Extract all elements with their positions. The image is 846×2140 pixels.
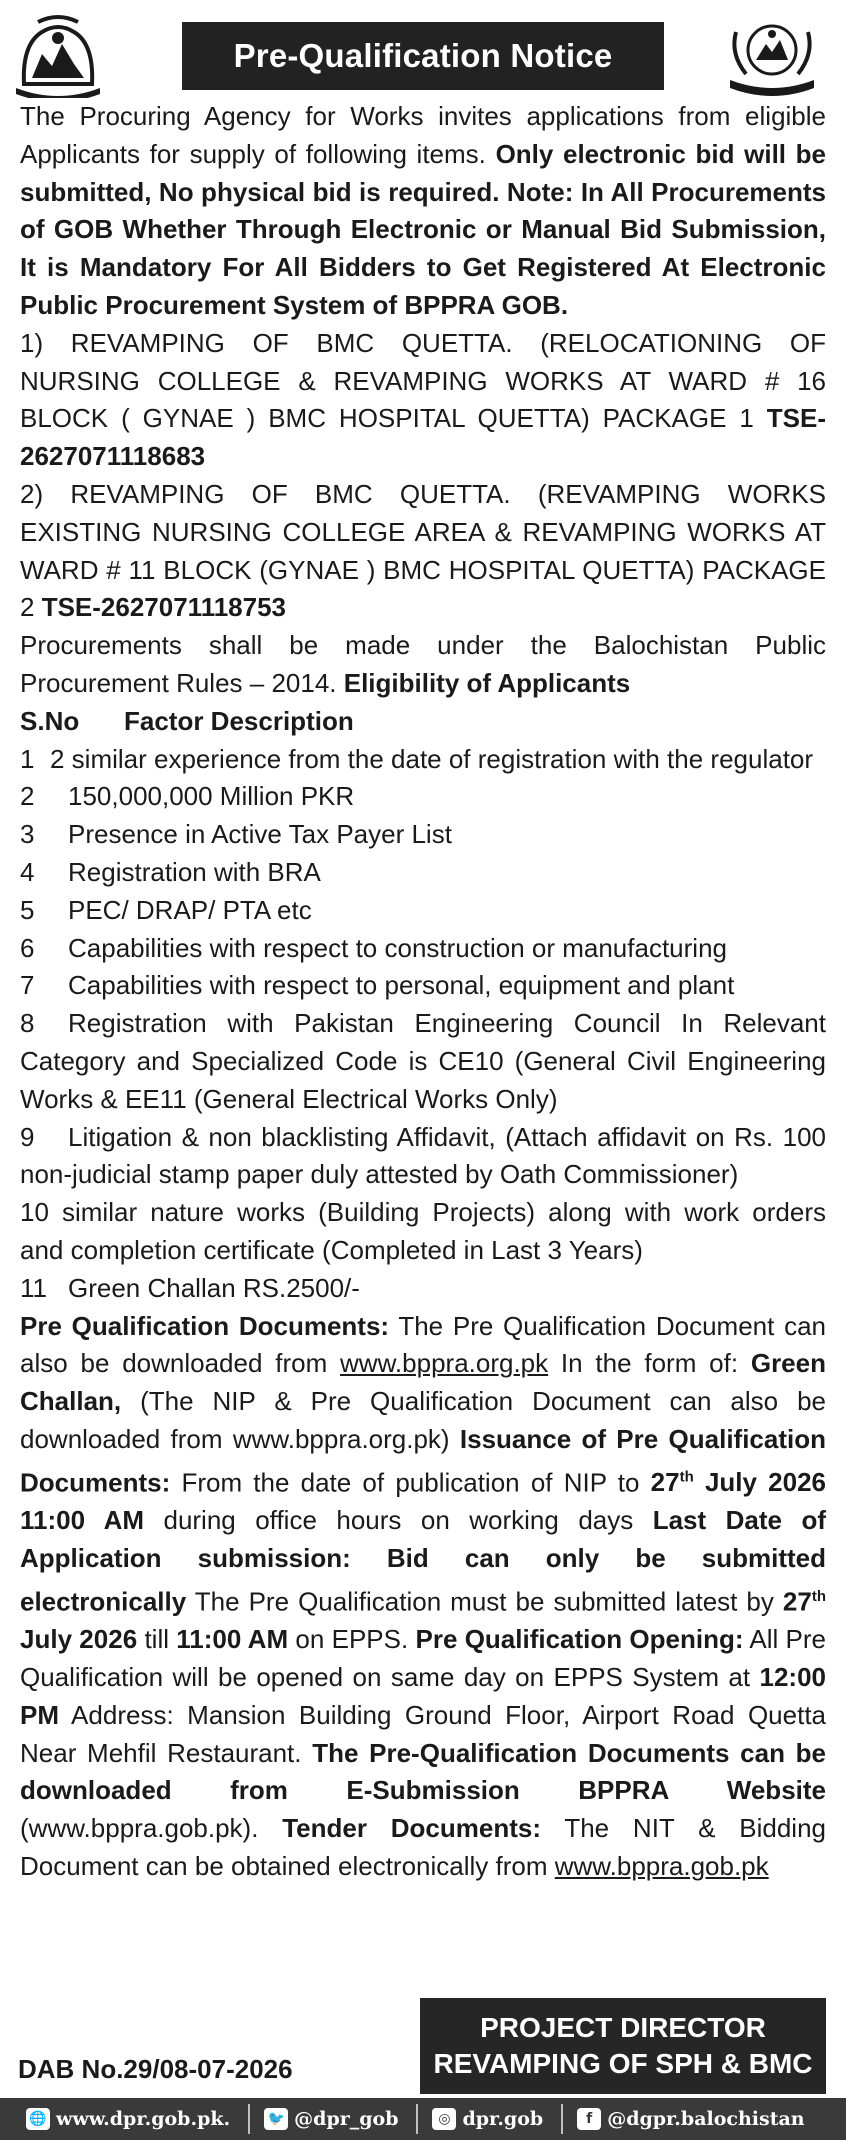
factor-text: PEC/ DRAP/ PTA etc (68, 894, 312, 925)
docs-text: All Pre Qualification will be opened on same day on EPPS System at (20, 1624, 827, 1692)
factor-text: Capabilities with respect to construction or manufacturing (68, 932, 727, 963)
web-link[interactable] (26, 2108, 230, 2130)
divider (561, 2104, 563, 2134)
instagram-icon: ◎ (432, 2108, 456, 2130)
factor-row (20, 1119, 826, 1195)
factor-text: Registration with Pakistan Engineering Council In Relevant Category and Specialized Code is CE10 (General Civil Engineering Works & EE11 (General Electrical Works Only) (20, 1008, 826, 1114)
factor-number: 9 (20, 1121, 35, 1152)
factor-number: 11 (20, 1272, 47, 1303)
factor-row (20, 854, 826, 892)
twitter-icon: 🐦 (264, 2108, 288, 2130)
factor-text: Registration with BRA (68, 856, 321, 887)
docs-text: till (137, 1624, 177, 1655)
deadline-day: 27 (650, 1467, 680, 1498)
factor-row (20, 741, 826, 779)
dab-number: DAB No.29/08-07-2026 (18, 2054, 293, 2084)
address-text: Address: Mansion Building Ground Floor, Airport Road Quetta Near Mehfil Restaurant. (20, 1699, 826, 1768)
sno-header: S.No (20, 705, 80, 736)
factor-number: 7 (20, 970, 35, 1001)
submission-day: 27 (782, 1586, 812, 1617)
factor-text: Capabilities with respect to personal, equipment and plant (68, 970, 735, 1001)
facebook-icon: f (577, 2108, 601, 2130)
docs-text: (The NIP & Pre Qualification Document can also be downloaded from www.bppra.org.pk) (20, 1386, 826, 1454)
package-1-tse: TSE-2627071118683 (20, 403, 826, 472)
eligibility-heading: Eligibility of Applicants (343, 667, 631, 698)
submission-ordinal: th (811, 1587, 826, 1605)
package-2-tse: TSE-2627071118753 (41, 592, 287, 623)
bppra-gob-link[interactable]: www.bppra.gob.pk (554, 1850, 769, 1881)
deadline-ordinal: th (679, 1468, 694, 1486)
opening-time: 12:00 PM (20, 1661, 826, 1730)
documents-paragraph (20, 1308, 826, 1886)
factor-number: 5 (20, 894, 35, 925)
director-office: REVAMPING OF SPH & BMC (433, 2048, 813, 2079)
factor-text: Presence in Active Tax Payer List (68, 819, 452, 850)
docs-text: The Pre Qualification must be submitted latest by (186, 1586, 783, 1617)
submission-month: July 2026 (20, 1624, 138, 1655)
factor-number: 4 (20, 856, 35, 887)
balochistan-seal-icon (716, 14, 828, 98)
globe-icon: 🌐 (26, 2108, 50, 2130)
factor-row (20, 930, 826, 968)
factor-number: 1 (20, 743, 35, 774)
divider (248, 2104, 250, 2134)
intro-text: The Procuring Agency for Works invites applications from eligible Applicants for supply of following items. (20, 101, 826, 169)
factor-number: 3 (20, 819, 35, 850)
factor-row (20, 778, 826, 816)
submission-time: 11:00 AM (176, 1624, 289, 1655)
instagram-link[interactable] (432, 2108, 543, 2130)
factor-number: 6 (20, 932, 35, 963)
package-1-text: 1) REVAMPING OF BMC QUETTA. (RELOCATIONING OF NURSING COLLEGE & REVAMPING WORKS AT WARD # 16 BLOCK ( GYNAE ) BMC HOSPITAL QUETTA) PACKAGE 1 (20, 327, 826, 434)
docs-text: The NIT & Bidding Document can be obtained electronically from (20, 1813, 826, 1881)
page-title: Pre-Qualification Notice (182, 22, 664, 90)
web-label: www.dpr.gob.pk. (56, 2108, 231, 2130)
docs-text: (www.bppra.gob.pk). (20, 1813, 283, 1844)
director-title: PROJECT DIRECTOR (480, 2012, 766, 2043)
opening-heading: Pre Qualification Opening: (415, 1624, 744, 1655)
docs-text: The Pre Qualification Document can also be downloaded from (20, 1310, 826, 1379)
instagram-label: dpr.gob (462, 2108, 544, 2130)
docs-text: In the form of: (548, 1348, 751, 1379)
intro-paragraph (20, 98, 826, 325)
factor-text: 2 similar experience from the date of registration with the regulator (50, 743, 814, 774)
tender-documents-heading: Tender Documents: (282, 1813, 542, 1844)
facebook-label: @dgpr.balochistan (607, 2108, 805, 2130)
factor-row (20, 816, 826, 854)
factor-row (20, 1194, 826, 1270)
factors-header (20, 703, 826, 741)
package-item (20, 476, 826, 627)
docs-text: on EPPS. (288, 1624, 416, 1655)
factor-row (20, 1270, 826, 1308)
factor-row (20, 967, 826, 1005)
factor-text: 150,000,000 Million PKR (68, 781, 355, 812)
project-director-box (420, 1998, 826, 2094)
deadline-rest: July 2026 11:00 AM (20, 1467, 827, 1536)
download-heading: The Pre-Qualification Documents can be downloaded from E-Submission BPPRA Website (20, 1737, 826, 1806)
divider (416, 2104, 418, 2134)
factor-row (20, 892, 826, 930)
submission-heading: Last Date of Application submission: Bid can only be submitted electronically (20, 1505, 827, 1617)
factor-text: similar nature works (Building Projects) along with work orders and completion certificate (Completed in Last 3 Years) (20, 1197, 826, 1265)
rules-text: Procurements shall be made under the Balochistan Public Procurement Rules – 2014. (20, 630, 826, 698)
green-challan-heading: Green Challan, (20, 1348, 826, 1417)
factor-number: 10 (20, 1197, 49, 1228)
factor-text: Litigation & non blacklisting Affidavit, (Attach affidavit on Rs. 100 non-judicial stamp paper duly attested by Oath Commissioner) (20, 1121, 826, 1190)
docs-text: From the date of publication of NIP to (170, 1467, 651, 1498)
bppra-org-link[interactable]: www.bppra.org.pk (340, 1348, 549, 1379)
rules-paragraph (20, 627, 826, 703)
factor-number: 8 (20, 1008, 35, 1039)
package-2-text: 2) REVAMPING OF BMC QUETTA. (REVAMPING WORKS EXISTING NURSING COLLEGE AREA & REVAMPING WORKS AT WARD # 11 BLOCK (GYNAE ) BMC HOSPITAL QUETTA) PACKAGE 2 (20, 478, 826, 623)
twitter-label: @dpr_gob (294, 2108, 399, 2130)
header (0, 0, 846, 100)
intro-note: Only electronic bid will be submitted, No physical bid is required. Note: In All Procurements of GOB Whether Through Electronic or Manual Bid Submission, It is Mandatory For All Bidders to Get Registered At Electronic Public Procurement System of BPPRA GOB. (20, 138, 827, 320)
factor-row (20, 1005, 826, 1118)
balochistan-emblem-icon (12, 14, 104, 98)
social-footer (0, 2098, 846, 2140)
factor-description-header: Factor Description (124, 705, 354, 736)
factor-text: Green Challan RS.2500/- (68, 1272, 360, 1303)
docs-text: during office hours on working days (144, 1505, 653, 1536)
issuance-heading: Issuance of Pre Qualification Documents: (20, 1423, 826, 1498)
twitter-link[interactable] (264, 2108, 398, 2130)
notice-body (20, 98, 826, 1886)
package-item (20, 325, 826, 476)
pq-documents-heading: Pre Qualification Documents: (20, 1310, 390, 1341)
facebook-link[interactable] (577, 2108, 804, 2130)
factor-number: 2 (20, 781, 35, 812)
